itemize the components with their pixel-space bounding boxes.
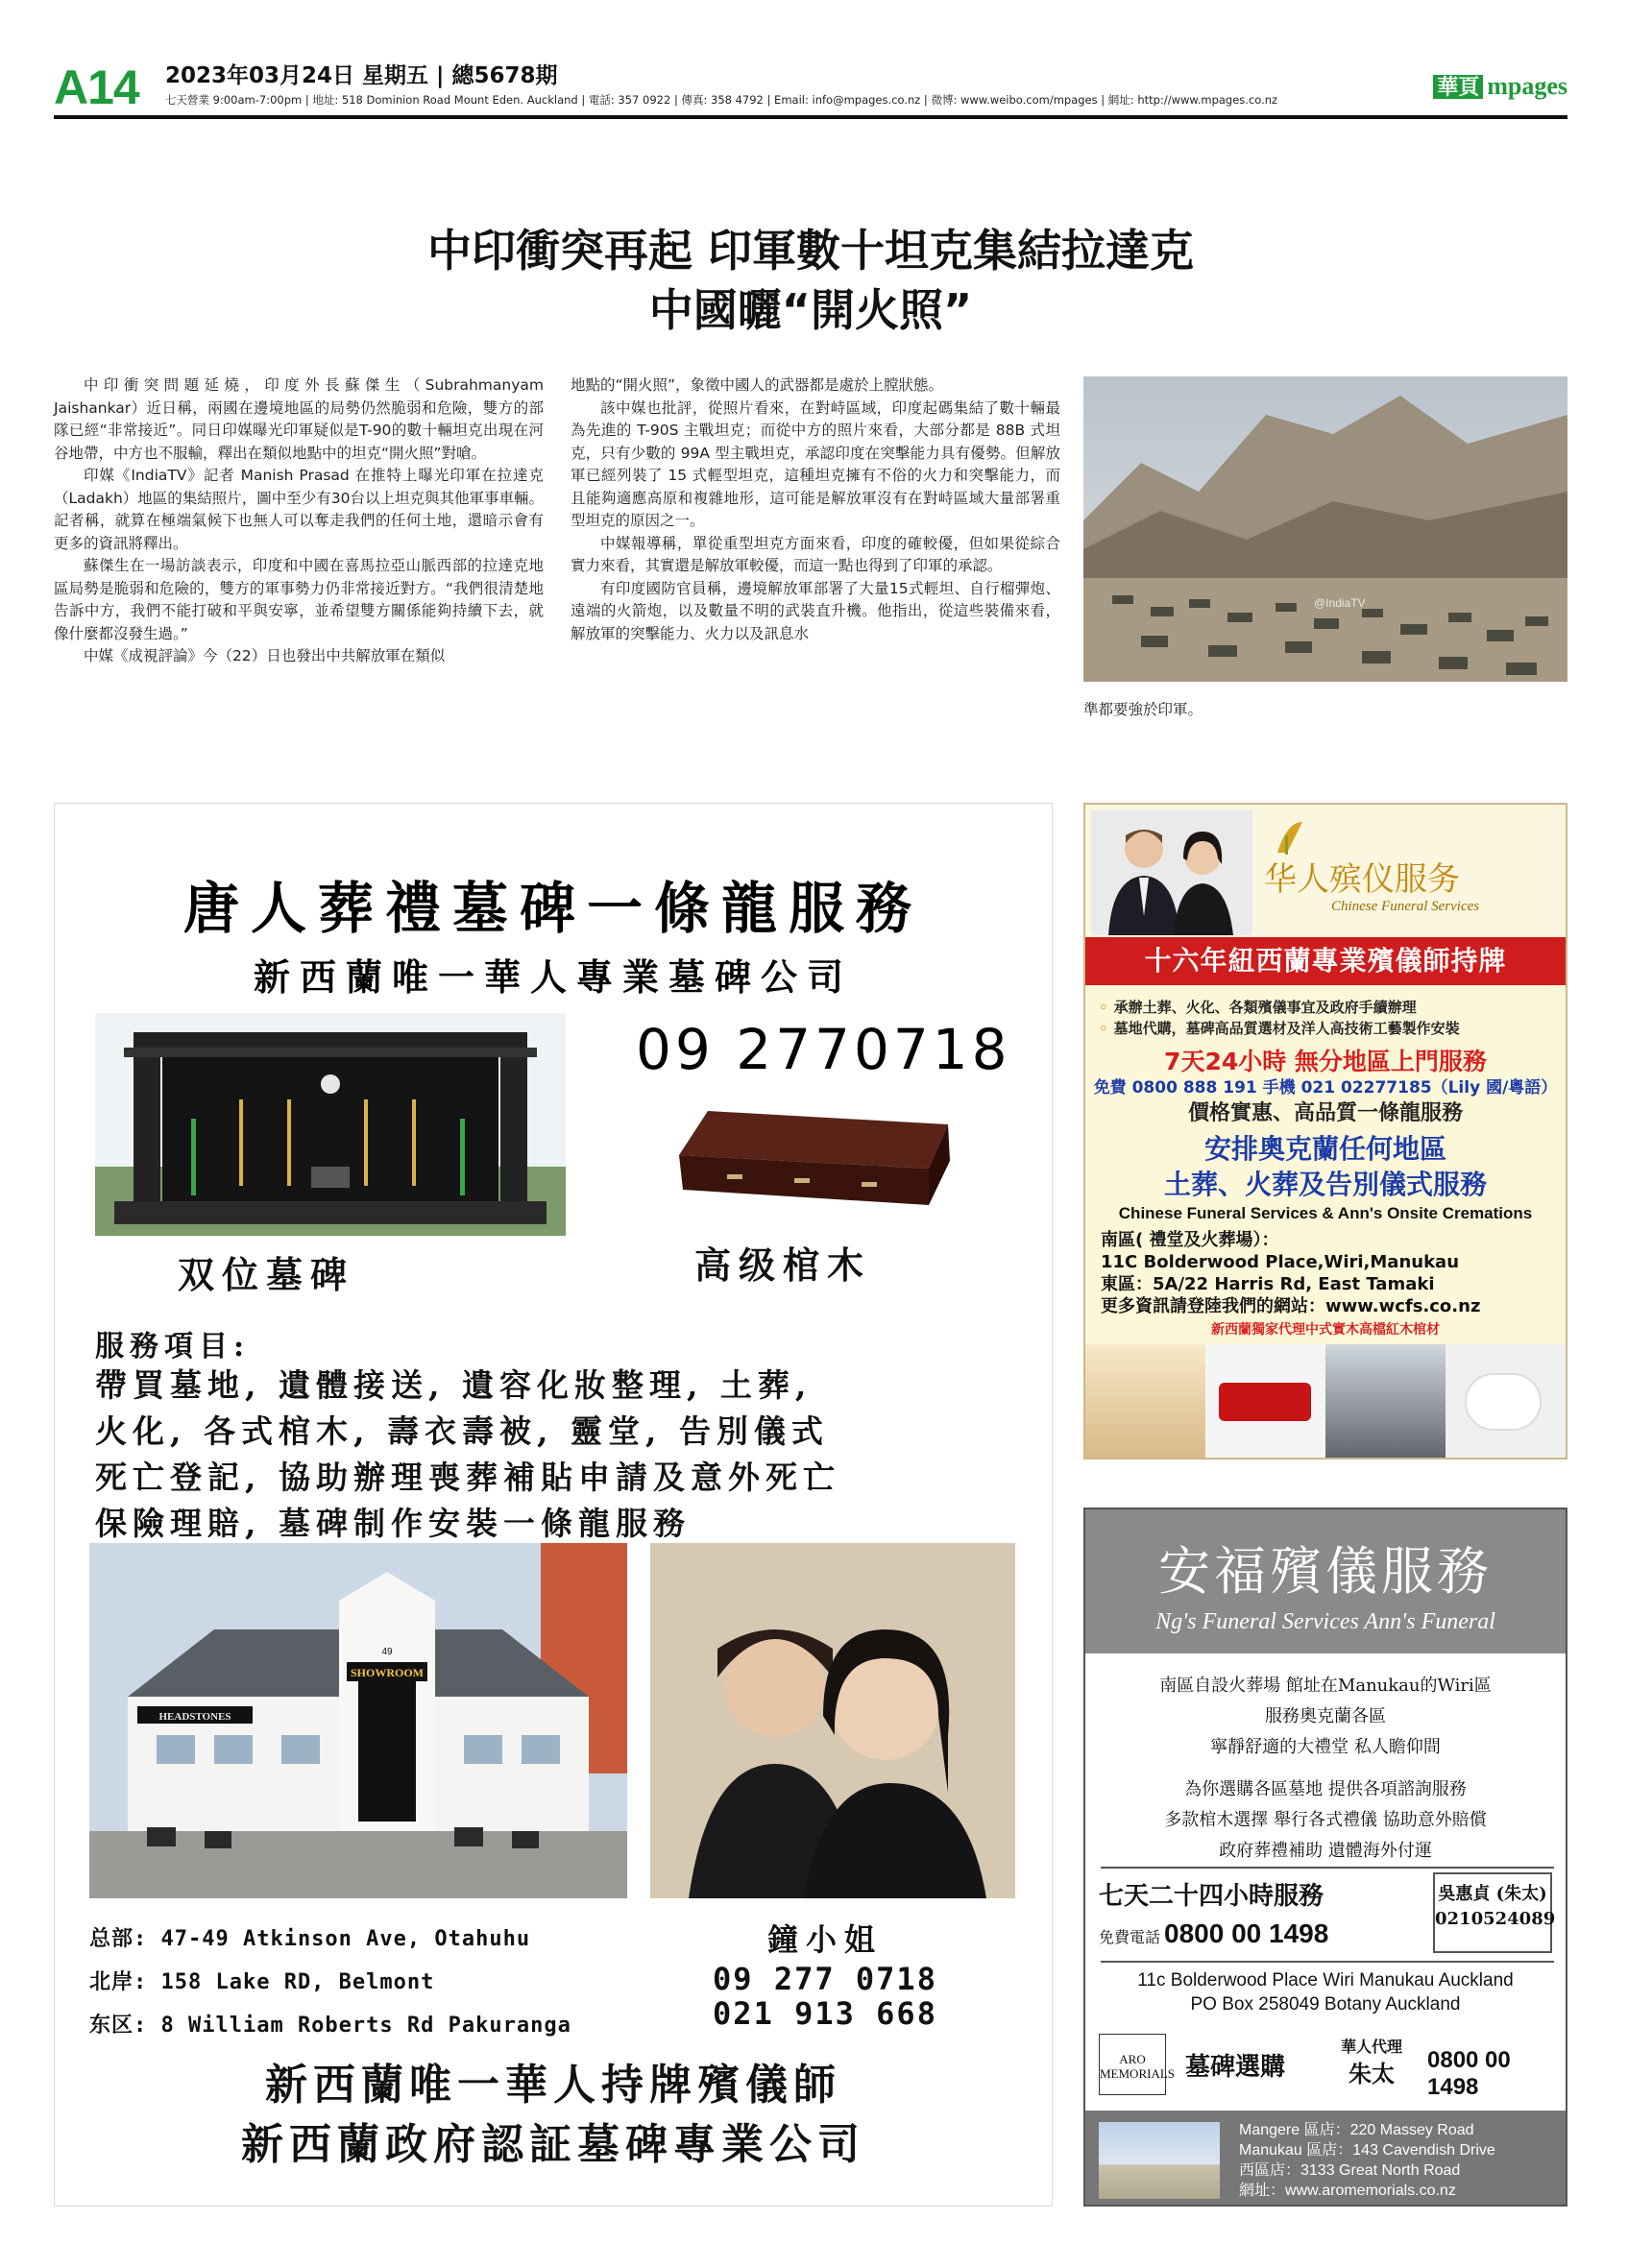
services-heading: 服務項目: [95,1330,251,1363]
paragraph: 中媒報導稱，單從重型坦克方面來看，印度的確較優，但如果從綜合實力來看，其實還是解放軍較優，而這一點也得到了印軍的承認。 [571,534,1060,574]
showroom-photo [89,1543,627,1898]
article-headline [54,221,1567,340]
website-line: 網址：www.aromemorials.co.nz [1239,2183,1456,2199]
paragraph: 蘇傑生在一場訪談表示，印度和中國在喜馬拉亞山脈西部的拉達克地區局勢是脆弱和危險的，雙方的軍事勢力仍非常接近對方。“我們很清楚地告訴中方，我們不能打破和平與安寧，並希望雙方關係能夠持續下去，就像什麼都沒發生過。” [54,557,544,642]
bullet-item [1099,997,1460,1018]
address-line: 总部: 47-49 Atkinson Ave, Otahuhu [89,1927,531,1951]
address-line: 南區( 禮堂及火葬場）： [1101,1230,1279,1250]
cfs-hours: 7天24小時 無分地區上門服務 [1164,1048,1487,1075]
showroom-number: 49 [381,1647,393,1657]
header-rule [54,115,1567,119]
contact-name: 鐘小姐 [766,1921,883,1958]
address-line: 東區：5A/22 Harris Rd, East Tamaki [1101,1274,1435,1294]
ngs-funeral-ad [1083,1508,1567,2207]
logo-en: mpages [1487,72,1567,100]
services-list [95,1363,1036,1547]
ngs-title: 安福殯儀服務 [1158,1541,1493,1602]
cfs-arrange [1085,1131,1566,1202]
page-header [54,54,1567,115]
chinese-funeral-ad [1083,803,1567,1460]
tang-phone: 09 2770718 [636,1017,1011,1082]
ng-phone: 0210524089 [1435,1909,1556,1929]
agent-phone: 0800 00 1498 [1427,2047,1511,2100]
text-line: 寧靜舒適的大禮堂 私人瞻仰間 [1210,1737,1441,1757]
ngs-subtitle: Ng's Funeral Services Ann's Funeral [1155,1609,1495,1634]
services-line: 死亡登記, 協助辦理喪葬補貼申請及意外死亡 [95,1459,840,1496]
bullet-item [1099,1018,1460,1039]
coffin-caption: 高级棺木 [694,1243,872,1287]
headstones-sign: HEADSTONES [158,1711,231,1723]
tang-addresses [89,1918,571,2047]
bullet-text: 承辦土葬、火化、各類殯儀事宜及政府手續辦理 [1113,999,1417,1016]
cfs-addresses [1101,1229,1480,1317]
tang-ad-subtitle: 新西蘭唯一華人專業墓碑公司 [253,955,853,999]
branch-line: Manukau 區店：143 Cavendish Drive [1239,2142,1495,2159]
address-line: 11c Bolderwood Place Wiri Manukau Auckland [1137,1970,1514,1991]
address-line: 东区: 8 William Roberts Rd Pakuranga [89,2014,571,2038]
paragraph: 準都要強於印軍。 [1083,701,1203,718]
article-column-1 [54,374,544,668]
text-line: 政府葬禮補助 遺體海外付運 [1219,1841,1432,1861]
flowers-photo [1446,1344,1566,1460]
article-column-2 [571,374,1060,645]
tang-ad-title: 唐人葬禮墓碑一條龍服務 [182,876,923,941]
cfs-slogan: 價格實惠、高品質一條龍服務 [1187,1101,1463,1125]
free-phone-label: 免費電話 [1099,1928,1161,1946]
tomb-caption: 双位墓碑 [178,1253,355,1296]
services-line: 保險理賠, 墓碑制作安裝一條龍服務 [95,1505,691,1542]
services-line: 帶買墓地, 遺體接送, 遺容化妝整理, 土葬, [95,1366,813,1404]
text-line: 為你選購各區墓地 提供各項諮詢服務 [1184,1779,1467,1799]
ngs-header [1085,1509,1566,1653]
mpages-logo [1433,71,1567,101]
headstone-photo [1325,1344,1446,1460]
cfs-photo-strip [1085,1344,1566,1460]
footer-line: 新西蘭政府認証墓碑專業公司 [241,2120,865,2169]
chapel-photo [1085,1344,1205,1460]
website-line: 更多資訊請登陸我們的網站：www.wcfs.co.nz [1101,1296,1481,1316]
branch-list [1239,2120,1495,2201]
free-phone-number: 0800 00 1498 [1164,1918,1329,1948]
memorial-purchase: 墓碑選購 [1185,2053,1286,2082]
paragraph: 有印度國防官員稱，邊境解放軍部署了大量15式輕坦、自行榴彈炮、遠端的火箭炮，以及數量不明的武裝直升機。他指出，從這些裝備來看，解放軍的突擊能力、火力以及訊息水 [571,579,1060,642]
double-headstone-image [95,1013,566,1236]
publisher-info: 七天營業 9:00am-7:00pm | 地址: 518 Dominion Road Mount Eden. Auckland | 電話: 357 0922 | 傳真: 358 4792 | Email: info@mpages.co.nz | 微博: www.weibo.com/mpages | 網址: http://www.mpages.co.nz [165,93,1278,107]
agent-label: 華人代理 [1341,2038,1403,2056]
ngs-text-block-2 [1085,1774,1566,1867]
tank-photo [1083,376,1567,682]
ng-name: 吳惠貞 (朱太) [1438,1884,1547,1904]
logo-cn: 華頁 [1433,75,1483,99]
bullet-icon: ◦ [1099,999,1108,1016]
paragraph: 印媒《IndiaTV》記者 Manish Prasad 在推特上曝光印軍在拉達克（Ladakh）地區的集結照片，圖中至少有30台以上坦克與其他軍事車輛。記者稱，就算在極端氣候下也無人可以奪走我們的任何土地，還暗示會有更多的資訊將釋出。 [54,467,544,552]
tang-contact [700,1918,950,2031]
agent-name: 朱太 [1349,2060,1395,2087]
photo-watermark: @IndiaTV [1314,596,1366,610]
red-coffin-photo [1205,1344,1325,1460]
arrange-line: 土葬、火葬及告別儀式服務 [1163,1169,1487,1200]
ngs-contact-box [1433,1872,1556,1953]
paragraph: 該中媒也批評，從照片看來，在對峙區域，印度起碼集結了數十輛最為先進的 T-90S 主戰坦克；而從中方的照片來看，大部分都是 88B 式坦克，只有少數的 99A 型主戰坦克，承認印度在突擊能力具有優勢。但解放軍已經列裝了 15 式輕型坦克，這種坦克擁有不俗的火力和突擊能力，而且能夠適應高原和複雜地形，這可能是解放軍沒有在對峙區域大量部署重型坦克的原因之一。 [571,398,1060,529]
issue-date: 2023年03月24日 星期五 | 總5678期 [165,63,558,88]
contact-phone: 021 913 668 [713,1995,937,2032]
text-line: 南區自設火葬場 館址在Manukau的Wiri區 [1159,1676,1492,1696]
services-line: 火化, 各式棺木, 壽衣壽被, 靈堂, 告別儀式 [95,1412,829,1450]
address-line: 北岸: 158 Lake RD, Belmont [89,1970,435,1994]
page-number: A14 [54,60,139,114]
ngs-branches [1085,2111,1566,2207]
ngs-24h-service: 七天二十四小時服務 [1099,1882,1324,1911]
cfs-header [1085,805,1566,937]
divider [1101,1867,1554,1869]
cfs-phones: 免費 0800 888 191 手機 021 02277185（Lily 國/粵語） [1093,1078,1558,1098]
text-line: 多款棺木選擇 舉行各式禮儀 協助意外賠償 [1164,1810,1487,1830]
branch-line: 西區店：3133 Great North Road [1239,2162,1461,2179]
arrange-line: 安排奧克蘭任何地區 [1203,1133,1446,1165]
ngs-text-block-1 [1085,1671,1566,1763]
cfs-bullets [1099,997,1460,1039]
ngs-agent [1341,2034,1402,2087]
calla-lily-icon [1268,818,1306,857]
directors-photo [1091,810,1252,935]
headline-line-2: 中國曬“開火照” [648,284,973,336]
divider [1101,1961,1554,1963]
coffin-image [669,1098,958,1217]
text-line: 服務奧克蘭各區 [1265,1706,1386,1726]
owners-photo [650,1543,1015,1898]
cfs-en-line: Chinese Funeral Services & Ann's Onsite Cremations [1118,1204,1533,1222]
cfs-brand-cn: 华人殡仪服务 [1264,860,1460,899]
article-column-3 [1083,699,1564,722]
ngs-address [1085,1968,1566,2016]
tang-funeral-ad [54,803,1053,2207]
bullet-icon: ◦ [1099,1020,1108,1037]
contact-phone: 09 277 0718 [713,1961,937,1997]
branch-line: Mangere 區店：220 Massey Road [1239,2122,1474,2138]
tank-photo-image [1083,376,1567,682]
tang-footer [55,2056,1052,2175]
headline-line-1: 中印衝突再起 印軍數十坦克集結拉達克 [426,225,1194,277]
cfs-banner: 十六年紐西蘭專業殯儀師持牌 [1085,937,1566,985]
cfs-body [1085,985,1566,1344]
aro-memorials-logo: ARO MEMORIALS [1099,2034,1166,2095]
ngs-free-phone [1099,1918,1328,1949]
bullet-text: 墓地代購，墓碑高品質選材及洋人高技術工藝製作安裝 [1113,1020,1460,1037]
address-line: 11C Bolderwood Place,Wiri,Manukau [1101,1252,1460,1272]
paragraph: 地點的“開火照”，象徵中國人的武器都是處於上膛狀態。 [571,376,944,394]
footer-line: 新西蘭唯一華人持牌殯儀師 [265,2061,841,2110]
cfs-agent: 新西蘭獨家代理中式實木高檔紅木棺材 [1211,1322,1440,1338]
address-line: PO Box 258049 Botany Auckland [1190,1994,1461,2015]
paragraph: 中印衝突問題延燒，印度外長蘇傑生（Subrahmanyam Jaishankar）近日稱，兩國在邊境地區的局勢仍然脆弱和危險，雙方的部隊已經“非常接近”。同日印媒曝光印軍疑似是T-90的數十輛坦克出現在河谷地帶，中方也不服輸，釋出在類似地點中的坦克“開火照”對嗆。 [54,376,544,462]
paragraph: 中媒《成視評論》今（22）日也發出中共解放軍在類似 [84,647,446,664]
branch-building-photo [1099,2122,1220,2199]
showroom-sign: SHOWROOM [350,1666,425,1679]
cfs-brand-en: Chinese Funeral Services [1331,899,1480,914]
